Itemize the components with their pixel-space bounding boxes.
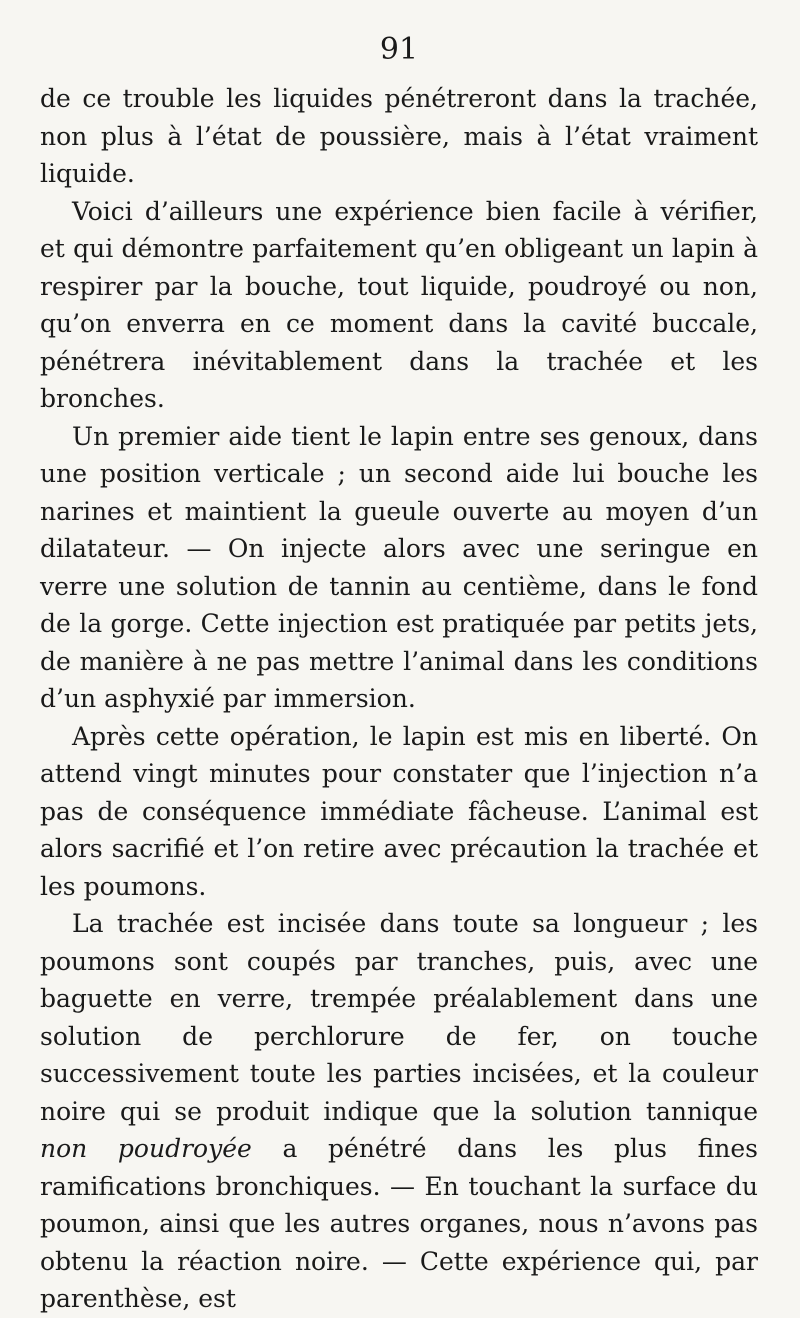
paragraph-4: Après cette opération, le lapin est mis en liberté. On attend vingt minutes pour constater que l’injection n’a pas de conséquence immédiate fâcheuse. L’animal est alors sacrifié et l’on retire avec précaution la trachée et les poumons. — [40, 721, 758, 901]
paragraph-5 — [40, 905, 758, 1318]
paragraph-5-before: La trachée est incisée dans toute sa longueur ; les poumons sont coupés par tranches, puis, avec une baguette en verre, trempée préalablement dans une solution de perchlorure de fer, on touche successivement toute les parties incisées, et la couleur noire qui se produit indique que la solution tannique — [40, 909, 758, 1126]
paragraph-5-emphasis: non poudroyée — [40, 1134, 252, 1163]
paragraph-5-after: a pénétré dans les plus fines ramifications bronchiques. — En touchant la surface du poumon, ainsi que les autres organes, nous n’avons pas obtenu la réaction noire. — Cette expérience qui, par parenthèse, est — [40, 1134, 758, 1313]
paragraph-2: Voici d’ailleurs une expérience bien facile à vérifier, et qui démontre parfaitement qu’en obligeant un lapin à respirer par la bouche, tout liquide, poudroyé ou non, qu’on enverra en ce moment dans la cavité buccale, pénétrera inévitablement dans la trachée et les bronches. — [40, 196, 758, 413]
paragraph-3: Un premier aide tient le lapin entre ses genoux, dans une position verticale ; un second aide lui bouche les narines et maintient la gueule ouverte au moyen d’un dilatateur. — On injecte alors avec une seringue en verre une solution de tannin au centième, dans le fond de la gorge. Cette injection est pratiquée par petits jets, de manière à ne pas mettre l’animal dans les conditions d’un asphyxié par immersion. — [40, 421, 758, 713]
page-number: 91 — [379, 32, 419, 67]
paragraph-1: de ce trouble les liquides pénétreront dans la trachée, non plus à l’état de poussière, mais à l’état vraiment liquide. — [40, 84, 758, 188]
page-body — [40, 80, 758, 1318]
